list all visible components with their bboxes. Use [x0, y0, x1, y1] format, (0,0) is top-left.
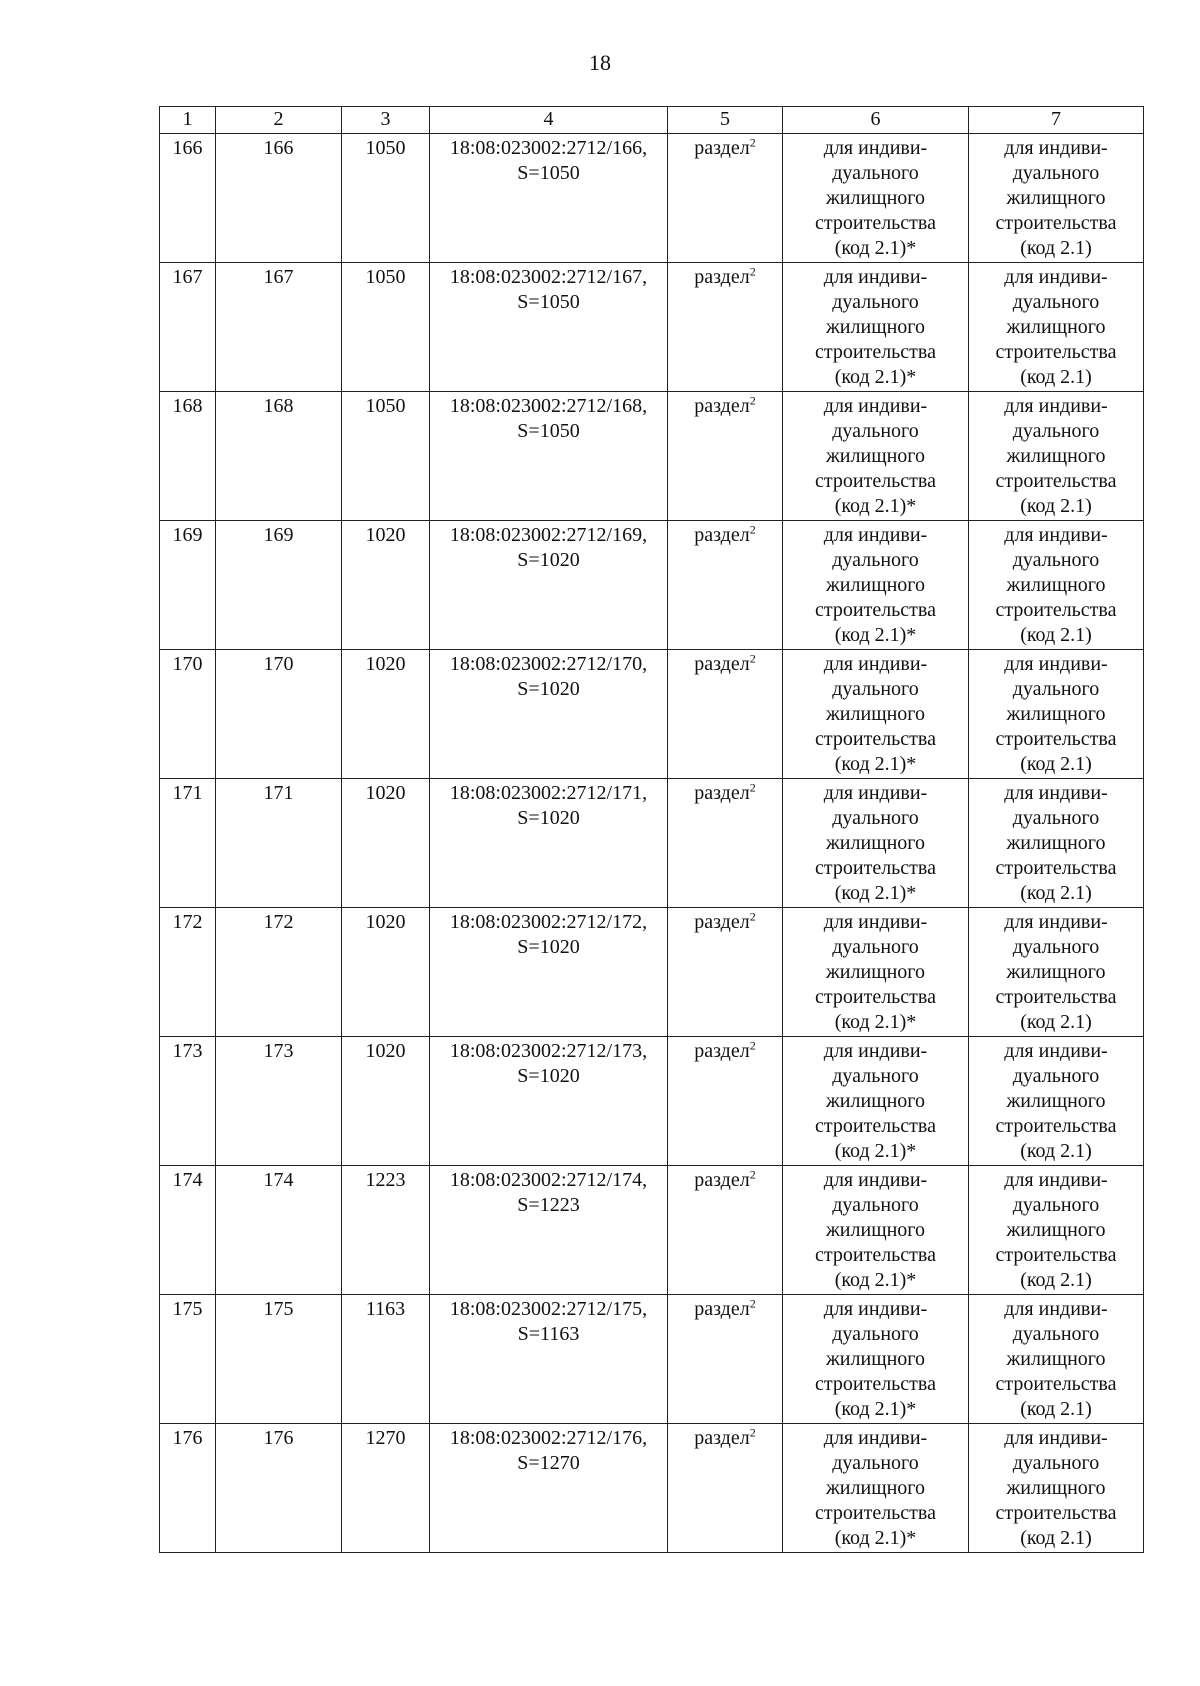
use-text-line: дуального: [832, 420, 919, 442]
cadastral-number: 18:08:023002:2712/170,: [449, 653, 648, 675]
use-text-line: для индиви-: [1004, 1298, 1108, 1320]
land-use-type-cell: [969, 1037, 1144, 1166]
permitted-use-cell: [783, 134, 969, 263]
cadastral-number: 18:08:023002:2712/174,: [449, 1169, 648, 1191]
area-cell: 1020: [342, 908, 430, 1037]
use-text-line: дуального: [1012, 807, 1100, 829]
column-header-4: 4: [430, 107, 668, 134]
use-text-line: жилищного: [825, 316, 925, 338]
area-label: S=1020: [517, 1065, 580, 1087]
use-text-line: для индиви-: [823, 1298, 928, 1320]
table-row: [160, 1424, 1144, 1553]
plot-number-cell: 170: [216, 650, 342, 779]
cadastral-number-cell: [430, 521, 668, 650]
use-text-line: дуального: [832, 549, 919, 571]
area-label: S=1050: [517, 420, 580, 442]
area-label: S=1050: [517, 291, 580, 313]
use-text-line: для индиви-: [823, 1427, 928, 1449]
use-text-line: жилищного: [1006, 1348, 1106, 1370]
use-text-line: для индиви-: [1004, 911, 1108, 933]
use-text-line: жилищного: [1006, 1090, 1106, 1112]
row-number-cell: 170: [160, 650, 216, 779]
table-row: [160, 1037, 1144, 1166]
method-cell: [668, 521, 783, 650]
plot-number-cell: 167: [216, 263, 342, 392]
use-text-line: для индиви-: [823, 266, 928, 288]
table-body: [160, 134, 1144, 1553]
table-header-row: [160, 107, 1144, 134]
use-text-line: для индиви-: [1004, 266, 1108, 288]
page-number: 18: [589, 50, 611, 75]
method-text: раздел: [694, 653, 750, 675]
method-cell: [668, 392, 783, 521]
method-text: раздел: [694, 1169, 750, 1191]
use-text-line: жилищного: [825, 574, 925, 596]
use-text-line: (код 2.1)*: [834, 366, 917, 388]
use-text-line: строительства: [995, 728, 1117, 750]
use-text-line: строительства: [995, 599, 1117, 621]
use-text-line: (код 2.1)*: [834, 1398, 917, 1420]
method-cell: [668, 263, 783, 392]
land-use-type-cell: [969, 1295, 1144, 1424]
use-text-line: (код 2.1)*: [834, 753, 917, 775]
use-text-line: (код 2.1): [1020, 1011, 1092, 1033]
footnote-marker: 2: [749, 522, 756, 537]
footnote-marker: 2: [749, 1425, 756, 1440]
use-text-line: строительства: [995, 986, 1117, 1008]
plot-number-cell: 168: [216, 392, 342, 521]
row-number-cell: 168: [160, 392, 216, 521]
use-text-line: жилищного: [1006, 574, 1106, 596]
land-use-type-cell: [969, 392, 1144, 521]
use-text-line: для индиви-: [1004, 1040, 1108, 1062]
area-label: S=1020: [517, 807, 580, 829]
area-cell: 1020: [342, 521, 430, 650]
method-cell: [668, 1295, 783, 1424]
use-text-line: (код 2.1)*: [834, 1527, 917, 1549]
cadastral-number-cell: [430, 263, 668, 392]
permitted-use-cell: [783, 263, 969, 392]
use-text-line: (код 2.1): [1020, 1140, 1092, 1162]
permitted-use-cell: [783, 1037, 969, 1166]
use-text-line: (код 2.1): [1020, 1527, 1092, 1549]
permitted-use-cell: [783, 908, 969, 1037]
row-number-cell: 176: [160, 1424, 216, 1553]
area-label: S=1270: [517, 1452, 580, 1474]
plot-number-cell: 166: [216, 134, 342, 263]
method-cell: [668, 1037, 783, 1166]
use-text-line: дуального: [1012, 678, 1100, 700]
cadastral-number-cell: [430, 908, 668, 1037]
use-text-line: для индиви-: [823, 1040, 928, 1062]
use-text-line: для индиви-: [1004, 782, 1108, 804]
permitted-use-cell: [783, 779, 969, 908]
use-text-line: дуального: [832, 1452, 919, 1474]
cadastral-number: 18:08:023002:2712/171,: [449, 782, 648, 804]
use-text-line: жилищного: [1006, 445, 1106, 467]
plot-number-cell: 173: [216, 1037, 342, 1166]
row-number-cell: 166: [160, 134, 216, 263]
land-use-type-cell: [969, 779, 1144, 908]
permitted-use-cell: [783, 392, 969, 521]
use-text-line: дуального: [1012, 1323, 1100, 1345]
use-text-line: жилищного: [825, 445, 925, 467]
plot-number-cell: 176: [216, 1424, 342, 1553]
use-text-line: дуального: [1012, 420, 1100, 442]
area-cell: 1050: [342, 263, 430, 392]
use-text-line: жилищного: [825, 961, 925, 983]
plot-number-cell: 175: [216, 1295, 342, 1424]
use-text-line: строительства: [815, 986, 936, 1008]
cadastral-number: 18:08:023002:2712/166,: [449, 137, 648, 159]
land-use-type-cell: [969, 263, 1144, 392]
use-text-line: дуального: [1012, 1194, 1100, 1216]
cadastral-number-cell: [430, 134, 668, 263]
method-cell: [668, 650, 783, 779]
cadastral-number: 18:08:023002:2712/167,: [449, 266, 648, 288]
method-text: раздел: [694, 1427, 750, 1449]
land-use-type-cell: [969, 1424, 1144, 1553]
cadastral-number: 18:08:023002:2712/169,: [449, 524, 648, 546]
use-text-line: для индиви-: [1004, 137, 1108, 159]
plot-number-cell: 171: [216, 779, 342, 908]
use-text-line: для индиви-: [823, 137, 928, 159]
use-text-line: жилищного: [825, 187, 925, 209]
use-text-line: (код 2.1)*: [834, 237, 917, 259]
table-row: [160, 1295, 1144, 1424]
area-cell: 1020: [342, 650, 430, 779]
method-cell: [668, 779, 783, 908]
use-text-line: строительства: [995, 470, 1117, 492]
use-text-line: (код 2.1)*: [834, 1140, 917, 1162]
footnote-marker: 2: [749, 1296, 756, 1311]
footnote-marker: 2: [749, 780, 756, 795]
permitted-use-cell: [783, 521, 969, 650]
use-text-line: строительства: [995, 857, 1117, 879]
cadastral-number: 18:08:023002:2712/176,: [449, 1427, 648, 1449]
use-text-line: (код 2.1): [1020, 237, 1092, 259]
use-text-line: для индиви-: [823, 524, 928, 546]
use-text-line: для индиви-: [823, 395, 928, 417]
use-text-line: строительства: [815, 212, 936, 234]
method-text: раздел: [694, 1298, 750, 1320]
permitted-use-cell: [783, 1166, 969, 1295]
use-text-line: строительства: [995, 1502, 1117, 1524]
use-text-line: дуального: [1012, 162, 1100, 184]
use-text-line: строительства: [995, 341, 1117, 363]
area-cell: 1270: [342, 1424, 430, 1553]
cadastral-number-cell: [430, 1424, 668, 1553]
use-text-line: дуального: [832, 162, 919, 184]
use-text-line: для индиви-: [1004, 1169, 1108, 1191]
use-text-line: (код 2.1): [1020, 624, 1092, 646]
cadastral-number: 18:08:023002:2712/175,: [449, 1298, 648, 1320]
use-text-line: строительства: [815, 341, 936, 363]
area-label: S=1163: [517, 1323, 580, 1345]
column-header-5: 5: [668, 107, 783, 134]
area-label: S=1020: [517, 549, 580, 571]
use-text-line: жилищного: [825, 1219, 925, 1241]
use-text-line: строительства: [815, 1115, 936, 1137]
use-text-line: дуального: [1012, 291, 1100, 313]
land-use-type-cell: [969, 134, 1144, 263]
method-text: раздел: [694, 782, 750, 804]
use-text-line: (код 2.1)*: [834, 882, 917, 904]
use-text-line: дуального: [832, 1065, 919, 1087]
method-text: раздел: [694, 395, 750, 417]
use-text-line: жилищного: [1006, 961, 1106, 983]
use-text-line: дуального: [1012, 549, 1100, 571]
area-cell: 1050: [342, 392, 430, 521]
area-label: S=1020: [517, 936, 580, 958]
use-text-line: для индиви-: [1004, 395, 1108, 417]
footnote-marker: 2: [749, 1038, 756, 1053]
use-text-line: строительства: [815, 599, 936, 621]
land-use-type-cell: [969, 521, 1144, 650]
row-number-cell: 172: [160, 908, 216, 1037]
table-row: [160, 263, 1144, 392]
area-label: S=1020: [517, 678, 580, 700]
cadastral-number-cell: [430, 779, 668, 908]
row-number-cell: 175: [160, 1295, 216, 1424]
area-cell: 1050: [342, 134, 430, 263]
row-number-cell: 167: [160, 263, 216, 392]
land-plots-table: [159, 106, 1144, 1553]
column-header-2: 2: [216, 107, 342, 134]
use-text-line: строительства: [995, 1115, 1117, 1137]
footnote-marker: 2: [749, 264, 756, 279]
use-text-line: дуального: [1012, 936, 1100, 958]
cadastral-number-cell: [430, 1295, 668, 1424]
land-use-type-cell: [969, 1166, 1144, 1295]
use-text-line: жилищного: [1006, 316, 1106, 338]
table-row: [160, 392, 1144, 521]
use-text-line: строительства: [815, 1244, 936, 1266]
use-text-line: для индиви-: [1004, 524, 1108, 546]
area-cell: 1020: [342, 779, 430, 908]
cadastral-number: 18:08:023002:2712/168,: [449, 395, 648, 417]
cadastral-number-cell: [430, 650, 668, 779]
plot-number-cell: 169: [216, 521, 342, 650]
use-text-line: (код 2.1)*: [834, 495, 917, 517]
use-text-line: строительства: [995, 212, 1117, 234]
method-cell: [668, 1166, 783, 1295]
use-text-line: строительства: [815, 1502, 936, 1524]
area-label: S=1223: [517, 1194, 580, 1216]
method-text: раздел: [694, 137, 750, 159]
column-header-3: 3: [342, 107, 430, 134]
cadastral-number: 18:08:023002:2712/172,: [449, 911, 648, 933]
use-text-line: (код 2.1): [1020, 1398, 1092, 1420]
cadastral-number-cell: [430, 392, 668, 521]
land-use-type-cell: [969, 908, 1144, 1037]
use-text-line: дуального: [832, 291, 919, 313]
use-text-line: жилищного: [1006, 1477, 1106, 1499]
table-row: [160, 650, 1144, 779]
land-use-type-cell: [969, 650, 1144, 779]
use-text-line: для индиви-: [823, 1169, 928, 1191]
use-text-line: жилищного: [825, 1348, 925, 1370]
use-text-line: строительства: [815, 857, 936, 879]
row-number-cell: 169: [160, 521, 216, 650]
use-text-line: (код 2.1): [1020, 495, 1092, 517]
cadastral-number: 18:08:023002:2712/173,: [449, 1040, 648, 1062]
method-cell: [668, 1424, 783, 1553]
use-text-line: жилищного: [825, 703, 925, 725]
permitted-use-cell: [783, 1295, 969, 1424]
use-text-line: строительства: [995, 1373, 1117, 1395]
column-header-7: 7: [969, 107, 1144, 134]
footnote-marker: 2: [749, 651, 756, 666]
use-text-line: дуального: [832, 807, 919, 829]
footnote-marker: 2: [749, 909, 756, 924]
footnote-marker: 2: [749, 135, 756, 150]
use-text-line: для индиви-: [1004, 653, 1108, 675]
use-text-line: строительства: [815, 470, 936, 492]
use-text-line: для индиви-: [823, 653, 928, 675]
use-text-line: дуального: [832, 936, 919, 958]
column-header-6: 6: [783, 107, 969, 134]
use-text-line: жилищного: [1006, 703, 1106, 725]
table-row: [160, 521, 1144, 650]
use-text-line: строительства: [815, 728, 936, 750]
use-text-line: (код 2.1)*: [834, 1269, 917, 1291]
column-header-1: 1: [160, 107, 216, 134]
table-row: [160, 908, 1144, 1037]
area-cell: 1020: [342, 1037, 430, 1166]
use-text-line: жилищного: [1006, 832, 1106, 854]
use-text-line: жилищного: [1006, 187, 1106, 209]
area-cell: 1223: [342, 1166, 430, 1295]
use-text-line: (код 2.1): [1020, 882, 1092, 904]
table-row: [160, 1166, 1144, 1295]
method-cell: [668, 908, 783, 1037]
row-number-cell: 174: [160, 1166, 216, 1295]
use-text-line: для индиви-: [1004, 1427, 1108, 1449]
method-text: раздел: [694, 266, 750, 288]
table-row: [160, 779, 1144, 908]
use-text-line: дуального: [1012, 1452, 1100, 1474]
plot-number-cell: 174: [216, 1166, 342, 1295]
use-text-line: (код 2.1)*: [834, 1011, 917, 1033]
use-text-line: жилищного: [825, 1090, 925, 1112]
use-text-line: дуального: [832, 1323, 919, 1345]
use-text-line: жилищного: [1006, 1219, 1106, 1241]
method-text: раздел: [694, 524, 750, 546]
use-text-line: жилищного: [825, 1477, 925, 1499]
method-text: раздел: [694, 1040, 750, 1062]
use-text-line: дуального: [1012, 1065, 1100, 1087]
row-number-cell: 171: [160, 779, 216, 908]
cadastral-number-cell: [430, 1037, 668, 1166]
use-text-line: (код 2.1): [1020, 1269, 1092, 1291]
method-cell: [668, 134, 783, 263]
use-text-line: для индиви-: [823, 782, 928, 804]
cadastral-number-cell: [430, 1166, 668, 1295]
row-number-cell: 173: [160, 1037, 216, 1166]
use-text-line: жилищного: [825, 832, 925, 854]
use-text-line: (код 2.1)*: [834, 624, 917, 646]
use-text-line: дуального: [832, 1194, 919, 1216]
area-label: S=1050: [517, 162, 580, 184]
use-text-line: (код 2.1): [1020, 366, 1092, 388]
footnote-marker: 2: [749, 1167, 756, 1182]
use-text-line: строительства: [995, 1244, 1117, 1266]
use-text-line: (код 2.1): [1020, 753, 1092, 775]
permitted-use-cell: [783, 1424, 969, 1553]
use-text-line: строительства: [815, 1373, 936, 1395]
area-cell: 1163: [342, 1295, 430, 1424]
use-text-line: для индиви-: [823, 911, 928, 933]
permitted-use-cell: [783, 650, 969, 779]
method-text: раздел: [694, 911, 750, 933]
use-text-line: дуального: [832, 678, 919, 700]
plot-number-cell: 172: [216, 908, 342, 1037]
table-row: [160, 134, 1144, 263]
footnote-marker: 2: [749, 393, 756, 408]
